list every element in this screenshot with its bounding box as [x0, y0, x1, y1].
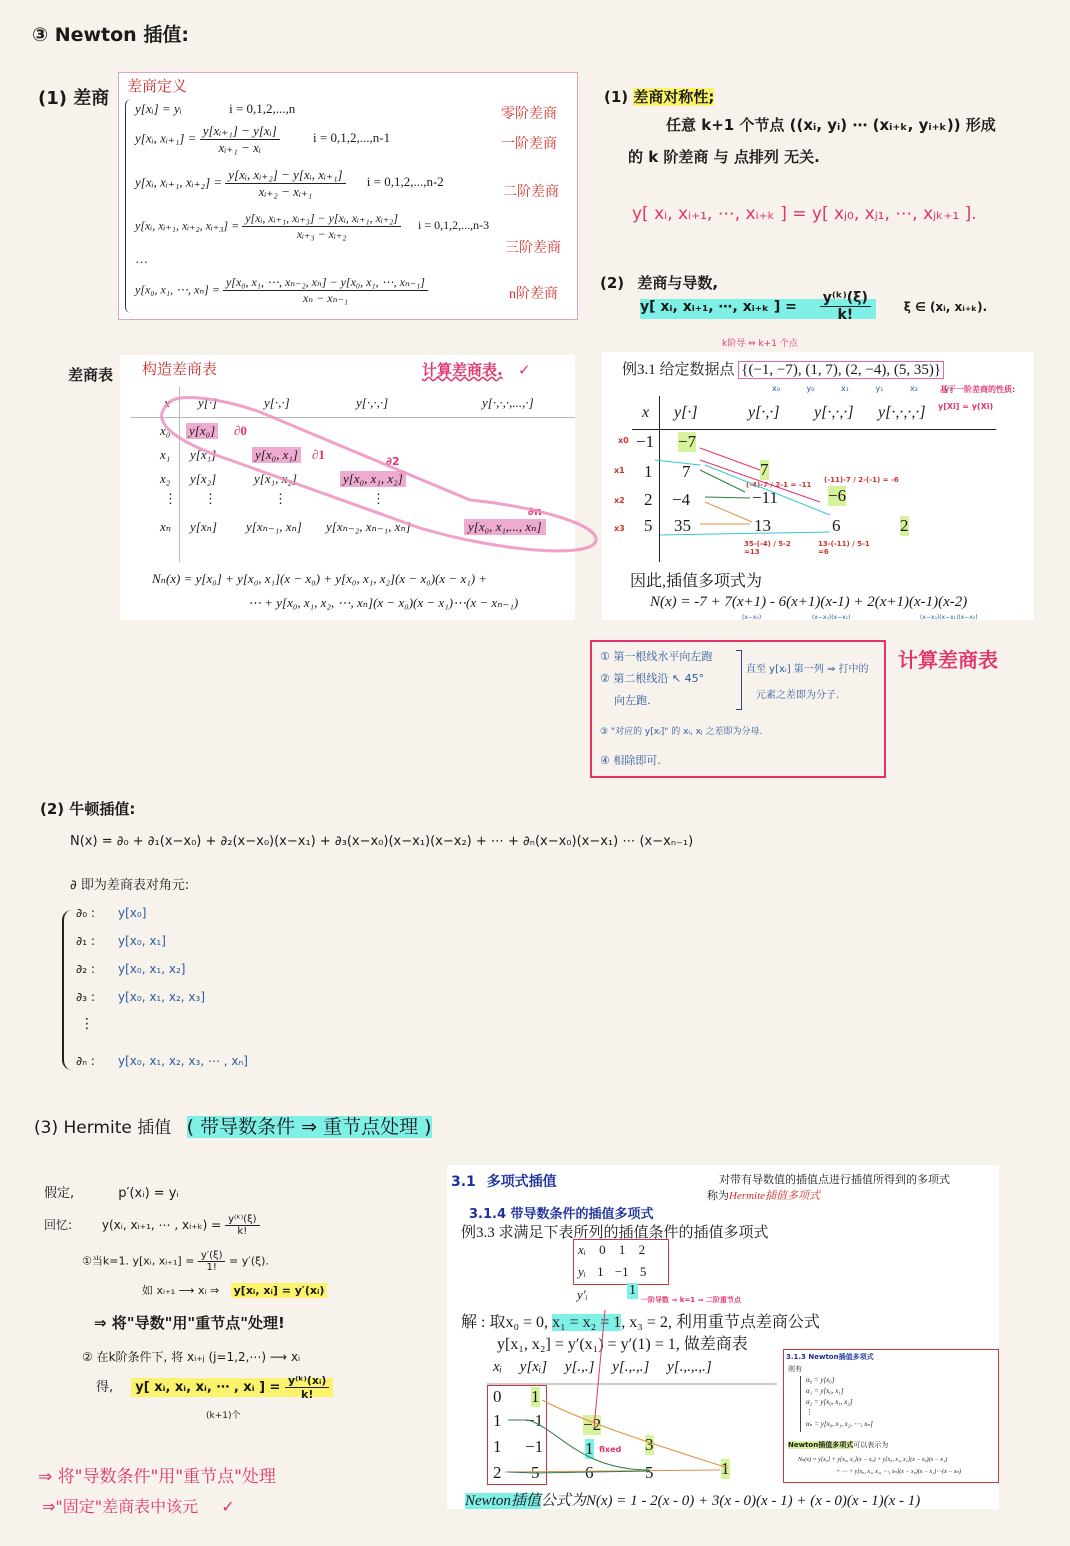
def-order-0: 零阶差商: [501, 107, 557, 122]
def-row-0: y[xᵢ] = yᵢ i = 0,1,2,...,n: [135, 101, 296, 116]
step-2b: 向左跑.: [614, 694, 651, 707]
newton-formula-line1: Nₙ(x) = y[x₀] + y[x₀, x₁](x − x₀) + y[x₀, x₁, x₂](x − x₀)(x − x₁) +: [152, 571, 488, 586]
condition-table: xᵢ 0 1 2 yᵢ 1 −1 5: [573, 1239, 669, 1285]
def-row-1: y[xᵢ, xᵢ₊₁] = $\frac{\text{y[xᵢ₊₁] − y[xᵢ]}}{\text{xᵢ₊₁ − xᵢ}}$ i = 0,1,2,...,n-1: [135, 123, 391, 155]
def-order-3: 三阶差商: [505, 241, 561, 256]
coef-item: ∂₂ : y[x₀, x₁, x₂]: [76, 962, 186, 976]
property2-formula: y[ xᵢ, xᵢ₊₁, ⋯, xᵢ₊ₖ ] = $\frac{\text{y⁽ᵏ⁾(ξ)}}{k!}$ ξ ∈ (xᵢ, xᵢ₊ₖ).: [640, 290, 988, 323]
hermite-slide: 3.1 多项式插值 对带有导数值的插值点进行插值所得到的多项式 称为Hermite插值多项式 3.1.4 带导数条件的插值多项式 例3.3 求满足下表所列的插值条件的插值多项式 xᵢ 0 1 2 yᵢ 1 −1 5 y′ᵢ 1 一阶导数 ⇒ k=1 ⇒ 二阶重节点 解 : 取x₀ = 0, x₁ = x₂ = 1, x₃ = 2, 利用重节点差商公式 y[x₁, x₂] = y′(x₁) = y′(1) = 1, 做差商表 xᵢ y[xᵢ] y[.,.] y[.,.,.] y[.,.,.,.] 0 1 1 2 1 −1 −1 5 −2 1 6 fixed 3 5 1 Newton插值公式为N(x) = 1 - 2(x - 0) + 3(x - 0)(x - 1) + (x - 0)(x - 1)(x - 1) 3.1.3 Newton插值多项式 则有 α₀ = y[x₀] α₁ = y[x₀, x₁] α₂ = y[x₀, x₁, x₂] ⋮ αₙ = y[x₀, x₁, x₂, ⋯, xₙ] Newton插值多项式可以表示为 Nₙ(x) = y[x₀] + y[x₀, x₁](x − x₀) + y[x₀, x₁, x₂](x − x₀)(x − x₁) + ⋯ + y[x₀, x₁, x₂, ⋯, xₙ](x − x₀)(x − x₁)⋯(x − xₙ): [447, 1165, 999, 1509]
hermite-result: 得, y[ xᵢ, xᵢ, xᵢ, ⋯ , xᵢ ] = $\frac{\text{y⁽ᵏ⁾(xᵢ)}}{k!}$: [96, 1374, 333, 1401]
inset-formula-2: + ⋯ + y[x₀, x₁, x₂, ⋯, xₙ](x − x₀)(x − x₁)⋯(x − xₙ): [836, 1469, 961, 1475]
hermite-limit: 如 xᵢ₊₁ ⟶ xᵢ ⇒ y[xᵢ, xᵢ] = y′(xᵢ): [142, 1282, 327, 1298]
property2-note: k阶导 ⇔ k+1 个点: [722, 339, 798, 349]
property-note: 基于一阶差商的性质:: [940, 385, 1016, 394]
coef-item: ∂₀ : y[x₀]: [76, 906, 147, 920]
step-1: ① 第一根线水平向左跑: [600, 650, 713, 663]
inset-then: 则有: [788, 1365, 802, 1373]
calc-note: (-11)-7 / 2-(-1) = -6: [824, 476, 899, 484]
row-label: x3: [614, 524, 625, 533]
slide-example: 例3.3 求满足下表所列的插值条件的插值多项式: [461, 1225, 769, 1241]
row-label: x0: [618, 436, 629, 445]
slide-top-note: 对带有导数值的插值点进行插值所得到的多项式: [719, 1174, 950, 1186]
coef-item: ∂ₙ : y[x₀, x₁, x₂, x₃, ⋯ , xₙ]: [76, 1054, 248, 1068]
inset-title: 3.1.3 Newton插值多项式: [786, 1353, 874, 1361]
section2-note: ∂ 即为差商表对角元:: [70, 878, 190, 893]
section2-label: (2) 牛顿插值:: [40, 800, 136, 818]
table-heading: 构造差商表: [142, 362, 218, 378]
property1: (1) 差商对称性;: [604, 88, 715, 106]
inset-line: α₂ = y[x₀, x₁, x₂]: [806, 1398, 853, 1406]
def-row-4: …: [135, 251, 148, 266]
section2-formula: N(x) = ∂₀ + ∂₁(x−x₀) + ∂₂(x−x₀)(x−x₁) + ∂₃(x−x₀)(x−x₁)(x−x₂) + ⋯ + ∂ₙ(x−x₀)(x−x₁) ⋯ (x−xₙ₋₁): [70, 834, 694, 849]
def-row-2: y[xᵢ, xᵢ₊₁, xᵢ₊₂] = $\frac{\text{y[xᵢ, xᵢ₊₂] − y[xᵢ, xᵢ₊₁]}}{\text{xᵢ₊₂ − xᵢ₊₁}}$ i = 0,1,2,...,n-2: [135, 167, 444, 199]
under-note: (x−x₀)(x−x₁): [812, 614, 851, 621]
row-label: x2: [614, 496, 625, 505]
table-note: 计算差商表. ✓: [422, 361, 531, 379]
ex31-conclusion: 因此,插值多项式为: [630, 573, 763, 590]
newton-formula-line2: ⋯ + y[x₀, x₁, x₂, ⋯, xₙ](x − x₀)(x − x₁)⋯(x − xₙ₋₁): [248, 595, 519, 610]
inset-formula-1: Nₙ(x) = y[x₀] + y[x₀, x₁](x − x₀) + y[x₀, x₁, x₂](x − x₀)(x − x₁): [798, 1457, 948, 1463]
def-row-3: y[xᵢ, xᵢ₊₁, xᵢ₊₂, xᵢ₊₃] = $\frac{\text{y[xᵢ, xᵢ₊₁, xᵢ₊₃] − y[xᵢ, xᵢ₊₁, xᵢ₊₂]}}{\text{xᵢ₊₃ − xᵢ₊₂}}$ i = 0,1,2,...,n-3: [135, 211, 490, 241]
hermite-count: (k+1)个: [206, 1411, 241, 1421]
annotation-d2: ∂2: [386, 455, 400, 468]
slide-h2: 3.1.4 带导数条件的插值多项式: [469, 1207, 654, 1222]
definition-heading: 差商定义: [127, 79, 188, 95]
difference-table-box: 构造差商表 计算差商表. ✓ x y[·] y[·,·] y[·,·,·] y[·,·,·,...,·] x₀ y[x₀] ∂0 x₁ y[x₁] y[x₀, x₁] ∂1 ∂2 x₂ y[x₂] y[x₁, x₂] y[x₀, x₁, x₂] ⋮ ⋮ ⋮ ⋮ ∂n xₙ y[xₙ] y[xₙ₋₁, xₙ] y[xₙ₋₂, xₙ₋₁, xₙ] y[x₀, x₁,..., xₙ] Nₙ(x) = y[x₀] + y[x₀, x₁](x − x₀) + y[x₀, x₁, x₂](x − x₀)(x − x₁) + ⋯ + y[x₀, x₁, x₂, ⋯, xₙ](x − x₀)(x − x₁)⋯(x − xₙ₋₁): [120, 355, 575, 620]
example31-box: 例3.1 给定数据点 {(−1, −7), (1, 7), (2, −4), (5, 35)} x₀ y₀ x₁ y₁ x₂ y₂ 基于一阶差商的性质: y[Xi] = y(Xi) x y[·] y[·,·] y[·,·,·] y[·,·,·,·] x0 x1 x2 x3 −1 1 2 5 −7 7 −4 35 7 −11 13 −6 6 2 (-4)-7 / 2-1 = -11 (-11)-7 / 2-(-1) = -6 35-(-4) / 5-2 =13 13-(-11) / 5-1 =6 因此,插值多项式为 N(x) = -7 + 7(x+1) - 6(x+1)(x-1) + 2(x+1)(x-1)(x-2) (x−x₀) (x−x₀)(x−x₁) (x−x₀)(x−x₁)(x−x₂): [602, 352, 1034, 620]
step-4: ④ 相除即可.: [600, 754, 661, 767]
def-row-5: y[x₀, x₁, ⋯, xₙ] = $\frac{\text{y[x₀, x₁, ⋯, xₙ₋₂, xₙ] − y[x₀, x₁, ⋯, xₙ₋₁]}}{\text{xₙ − xₙ₋₁}}$: [135, 275, 428, 306]
hermite-k-general: ② 在k阶条件下, 将 xᵢ₊ⱼ (j=1,2,⋯) ⟶ xᵢ: [82, 1350, 301, 1364]
def-order-2: 二阶差商: [503, 185, 559, 200]
def-order-5: n阶差商: [509, 287, 558, 302]
step-3: ③ "对应的 y[xᵢ]" 的 xᵢ, xⱼ 之差即为分母.: [600, 727, 763, 737]
coef-item: ⋮: [80, 1016, 94, 1032]
inset-line: αₙ = y[x₀, x₁, x₂, ⋯, xₙ]: [806, 1420, 873, 1428]
property1-line1: 任意 k+1 个节点 ((xᵢ, yᵢ) ⋯ (xᵢ₊ₖ, yᵢ₊ₖ)) 形成: [666, 116, 996, 134]
hermite-k1: ①当k=1. y[xᵢ, xᵢ₊₁] = $\frac{y'(\xi)}{1!}$ = y′(ξ).: [82, 1250, 269, 1273]
slide-top-note-2: 称为Hermite插值多项式: [707, 1190, 821, 1202]
row-label: x1: [614, 466, 625, 475]
annotation-dn: ∂n: [528, 505, 542, 518]
calc-note: (-4)-7 / 2-1 = -11: [746, 481, 812, 489]
calc-note: 13-(-11) / 5-1 =6: [818, 540, 870, 556]
under-note: (x−x₀): [742, 614, 762, 621]
example31-title: 例3.1 给定数据点 {(−1, −7), (1, 7), (2, −4), (5, 35)}: [622, 358, 944, 379]
ex31-formula: N(x) = -7 + 7(x+1) - 6(x+1)(x-1) + 2(x+1)(x-1)(x-2): [650, 594, 968, 610]
solve-line-2: y[x₁, x₂] = y′(x₁) = y′(1) = 1, 做差商表: [497, 1336, 748, 1353]
section3-header: (3) Hermite 插值 ( 带导数条件 ⇒ 重节点处理 ): [34, 1116, 432, 1138]
hermite-rule: ⇒ 将"导数"用"重节点"处理!: [94, 1314, 285, 1332]
hermite-table-header: xᵢ y[xᵢ] y[.,.] y[.,.,.] y[.,.,.,.]: [493, 1359, 712, 1375]
fixed-label: fixed: [599, 1445, 622, 1454]
table-label: 差商表: [68, 366, 114, 384]
inset-subtitle: Newton插值多项式可以表示为: [788, 1441, 889, 1449]
solve-line-1: 解 : 取x₀ = 0, x₁ = x₂ = 1, x₃ = 2, 利用重节点差商公式: [461, 1314, 820, 1331]
hermite-assume: 假定, p′(xᵢ) = yᵢ: [44, 1186, 179, 1201]
page-title: ③ Newton 插值:: [32, 24, 189, 46]
calc-note: 35-(-4) / 5-2 =13: [744, 540, 791, 556]
inset-line: α₀ = y[x₀]: [806, 1376, 835, 1384]
bracket-note-2: 元素之差即为分子.: [756, 690, 840, 701]
hermite-final-formula: Newton插值公式为N(x) = 1 - 2(x - 0) + 3(x - 0)(x - 1) + (x - 0)(x - 1)(x - 1): [465, 1493, 921, 1509]
deriv-value: 1: [629, 1283, 636, 1298]
property2-title: (2) 差商与导数,: [600, 274, 719, 292]
deriv-note: 一阶导数 ⇒ k=1 ⇒ 二阶重节点: [641, 1296, 741, 1304]
conclusion-1: ⇒ 将"导数条件"用"重节点"处理: [38, 1467, 276, 1487]
deriv-label: y′ᵢ: [577, 1287, 588, 1302]
section1-label: (1) 差商: [38, 88, 110, 109]
coef-item: ∂₁ : y[x₀, x₁]: [76, 934, 166, 948]
bracket-note-1: 直至 y[xᵢ] 第一列 ⇒ 打中的: [746, 664, 869, 675]
slide-h1: 3.1 多项式插值: [451, 1174, 557, 1190]
property1-formula: y[ xᵢ, xᵢ₊₁, ⋯, xᵢ₊ₖ ] = y[ xⱼ₀, xⱼ₁, ⋯, xⱼₖ₊₁ ].: [632, 204, 977, 224]
point-labels: x₀ y₀ x₁ y₁ x₂ y₂: [772, 384, 953, 393]
step-2a: ② 第二根线沿 ↖ 45°: [600, 672, 705, 685]
hermite-recall: 回忆: y(xᵢ, xᵢ₊₁, ⋯ , xᵢ₊ₖ) = $\frac{\text{y⁽ᵏ⁾(ξ)}}{k!}$: [44, 1214, 260, 1237]
property-formula: y[Xi] = y(Xi): [938, 402, 994, 411]
property1-line2: 的 k 阶差商 与 点排列 无关.: [628, 148, 820, 166]
def-order-1: 一阶差商: [501, 137, 557, 152]
conclusion-2: ⇒"固定"差商表中该元 ✓: [42, 1497, 235, 1516]
steps-side-title: 计算差商表: [898, 648, 998, 672]
inset-line: ⋮: [806, 1408, 813, 1416]
inset-line: α₁ = y[x₀, x₁]: [806, 1387, 844, 1395]
under-note: (x−x₀)(x−x₁)(x−x₂): [920, 614, 978, 621]
coef-item: ∂₃ : y[x₀, x₁, x₂, x₃]: [76, 990, 205, 1004]
